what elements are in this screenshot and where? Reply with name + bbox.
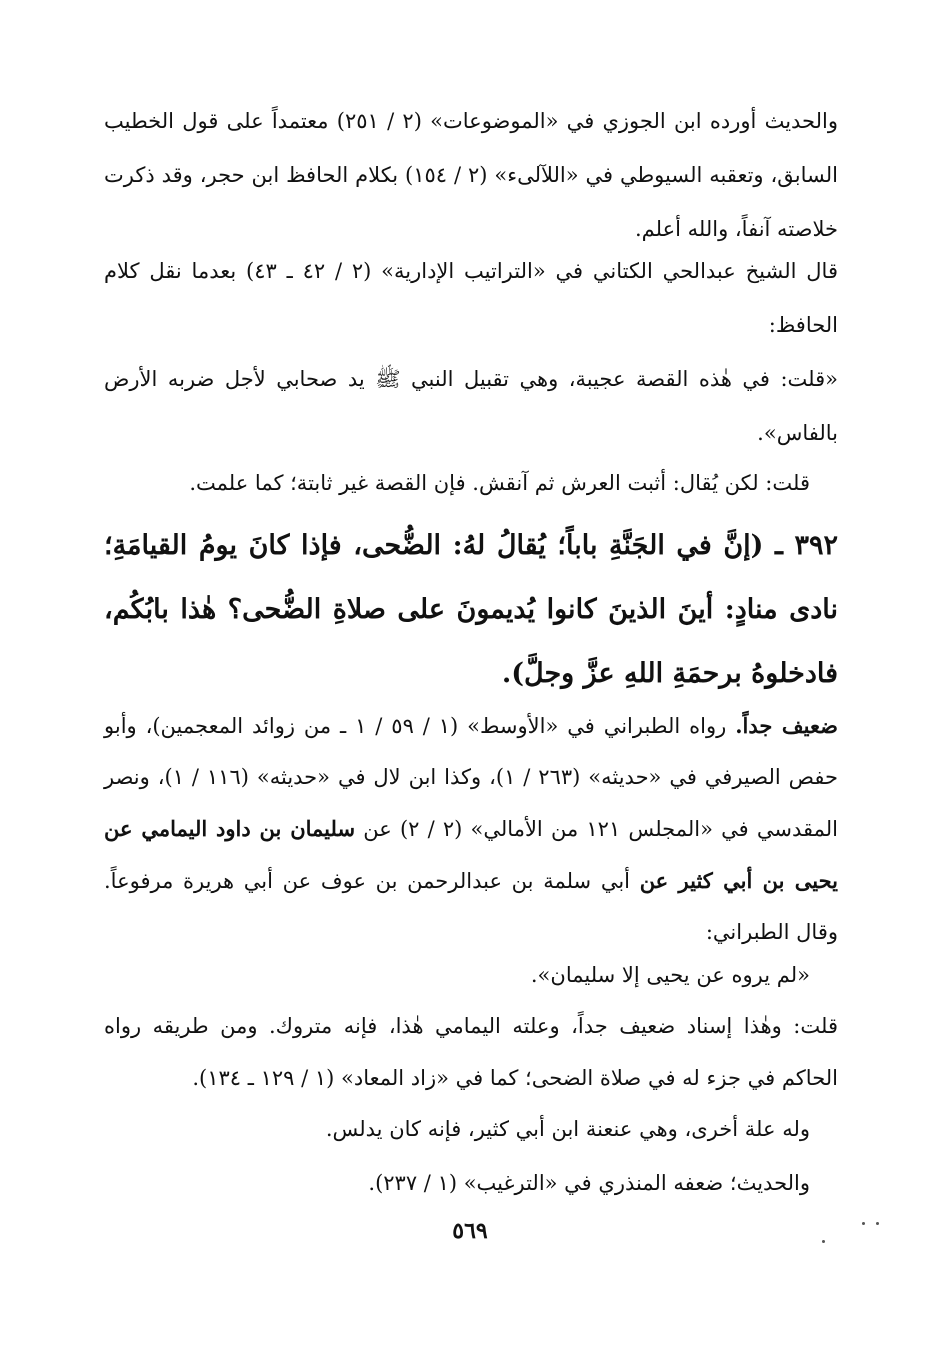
isnad-chain: سليمان بن داود اليمامي عن يحيى بن أبي كثير عن: [104, 816, 838, 893]
scan-speck: [822, 1240, 825, 1243]
paragraph-comment: قلت: لكن يُقال: أثبت العرش ثم آنقش. فإن القصة غير ثابتة؛ كما علمت.: [189, 471, 810, 495]
hadith-392: ٣٩٢ ـ (إنَّ في الجَنَّةِ باباً؛ يُقالُ لهُ: الضُّحى، فإذا كانَ يومُ القيامَةِ؛ نادى منادٍ: أينَ الذينَ كانوا يُديمونَ على صلاةِ الضُّحى؟ هٰذا بابُكُم، فادخلوهُ برحمَةِ اللهِ عزَّ وجلَّ).: [104, 530, 838, 689]
paragraph-kattani: قال الشيخ عبدالحي الكتاني في «التراتيب الإدارية» (٢ / ٤٢ ـ ٤٣) بعدما نقل كلام الحافظ:: [104, 259, 838, 337]
scan-speck: [876, 1222, 879, 1225]
paragraph-jawzi: والحديث أورده ابن الجوزي في «الموضوعات» (٢ / ٢٥١) معتمداً على قول الخطيب السابق، وتعقبه السيوطي في «اللآلىء» (٢ / ١٥٤) بكلام الحافظ ابن حجر، وقد ذكرت خلاصته آنفاً، والله أعلم.: [104, 109, 838, 241]
takhrij-text-2: أبي سلمة بن عبدالرحمن بن عوف عن أبي هريرة مرفوعاً. وقال الطبراني:: [104, 869, 838, 944]
paragraph-illa: وله علة أخرى، وهي عنعنة ابن أبي كثير، فإنه كان يدلس.: [325, 1117, 810, 1141]
paragraph-takhrij: [104, 700, 838, 958]
takhrij-text-1: رواه الطبراني في «الأوسط» (١ / ٥٩ / ١ ـ من زوائد المعجمين)، وأبو حفص الصيرفي في «حديثه» (٢٦٣ / ١)، وكذا ابن لال في «حديثه» (١١٦ / ١)، ونصر المقدسي في «المجلس ١٢١ من الأمالي» (٢ / ٢) عن: [104, 714, 838, 841]
tabarani-quote: «لم يروه عن يحيى إلا سليمان».: [530, 963, 810, 987]
paragraph-isnad: قلت: وهٰذا إسناد ضعيف جداً، وعلته اليمامي هٰذا، فإنه متروك. ومن طريقه رواه الحاكم في جزء له في صلاة الضحى؛ كما في «زاد المعاد» (١ / ١٢٩ ـ ١٣٤).: [104, 1014, 838, 1090]
page-number: ٥٦٩: [452, 1218, 488, 1244]
grading: ضعيف جداً.: [735, 713, 838, 738]
scan-speck: [862, 1222, 865, 1225]
paragraph-mundhiri: والحديث؛ ضعفه المنذري في «الترغيب» (١ / ٢٣٧).: [368, 1171, 810, 1195]
paragraph-quote: «قلت: في هٰذه القصة عجيبة، وهي تقبيل النبي ﷺ يد صحابي لأجل ضربه الأرض بالفاس».: [104, 367, 838, 445]
